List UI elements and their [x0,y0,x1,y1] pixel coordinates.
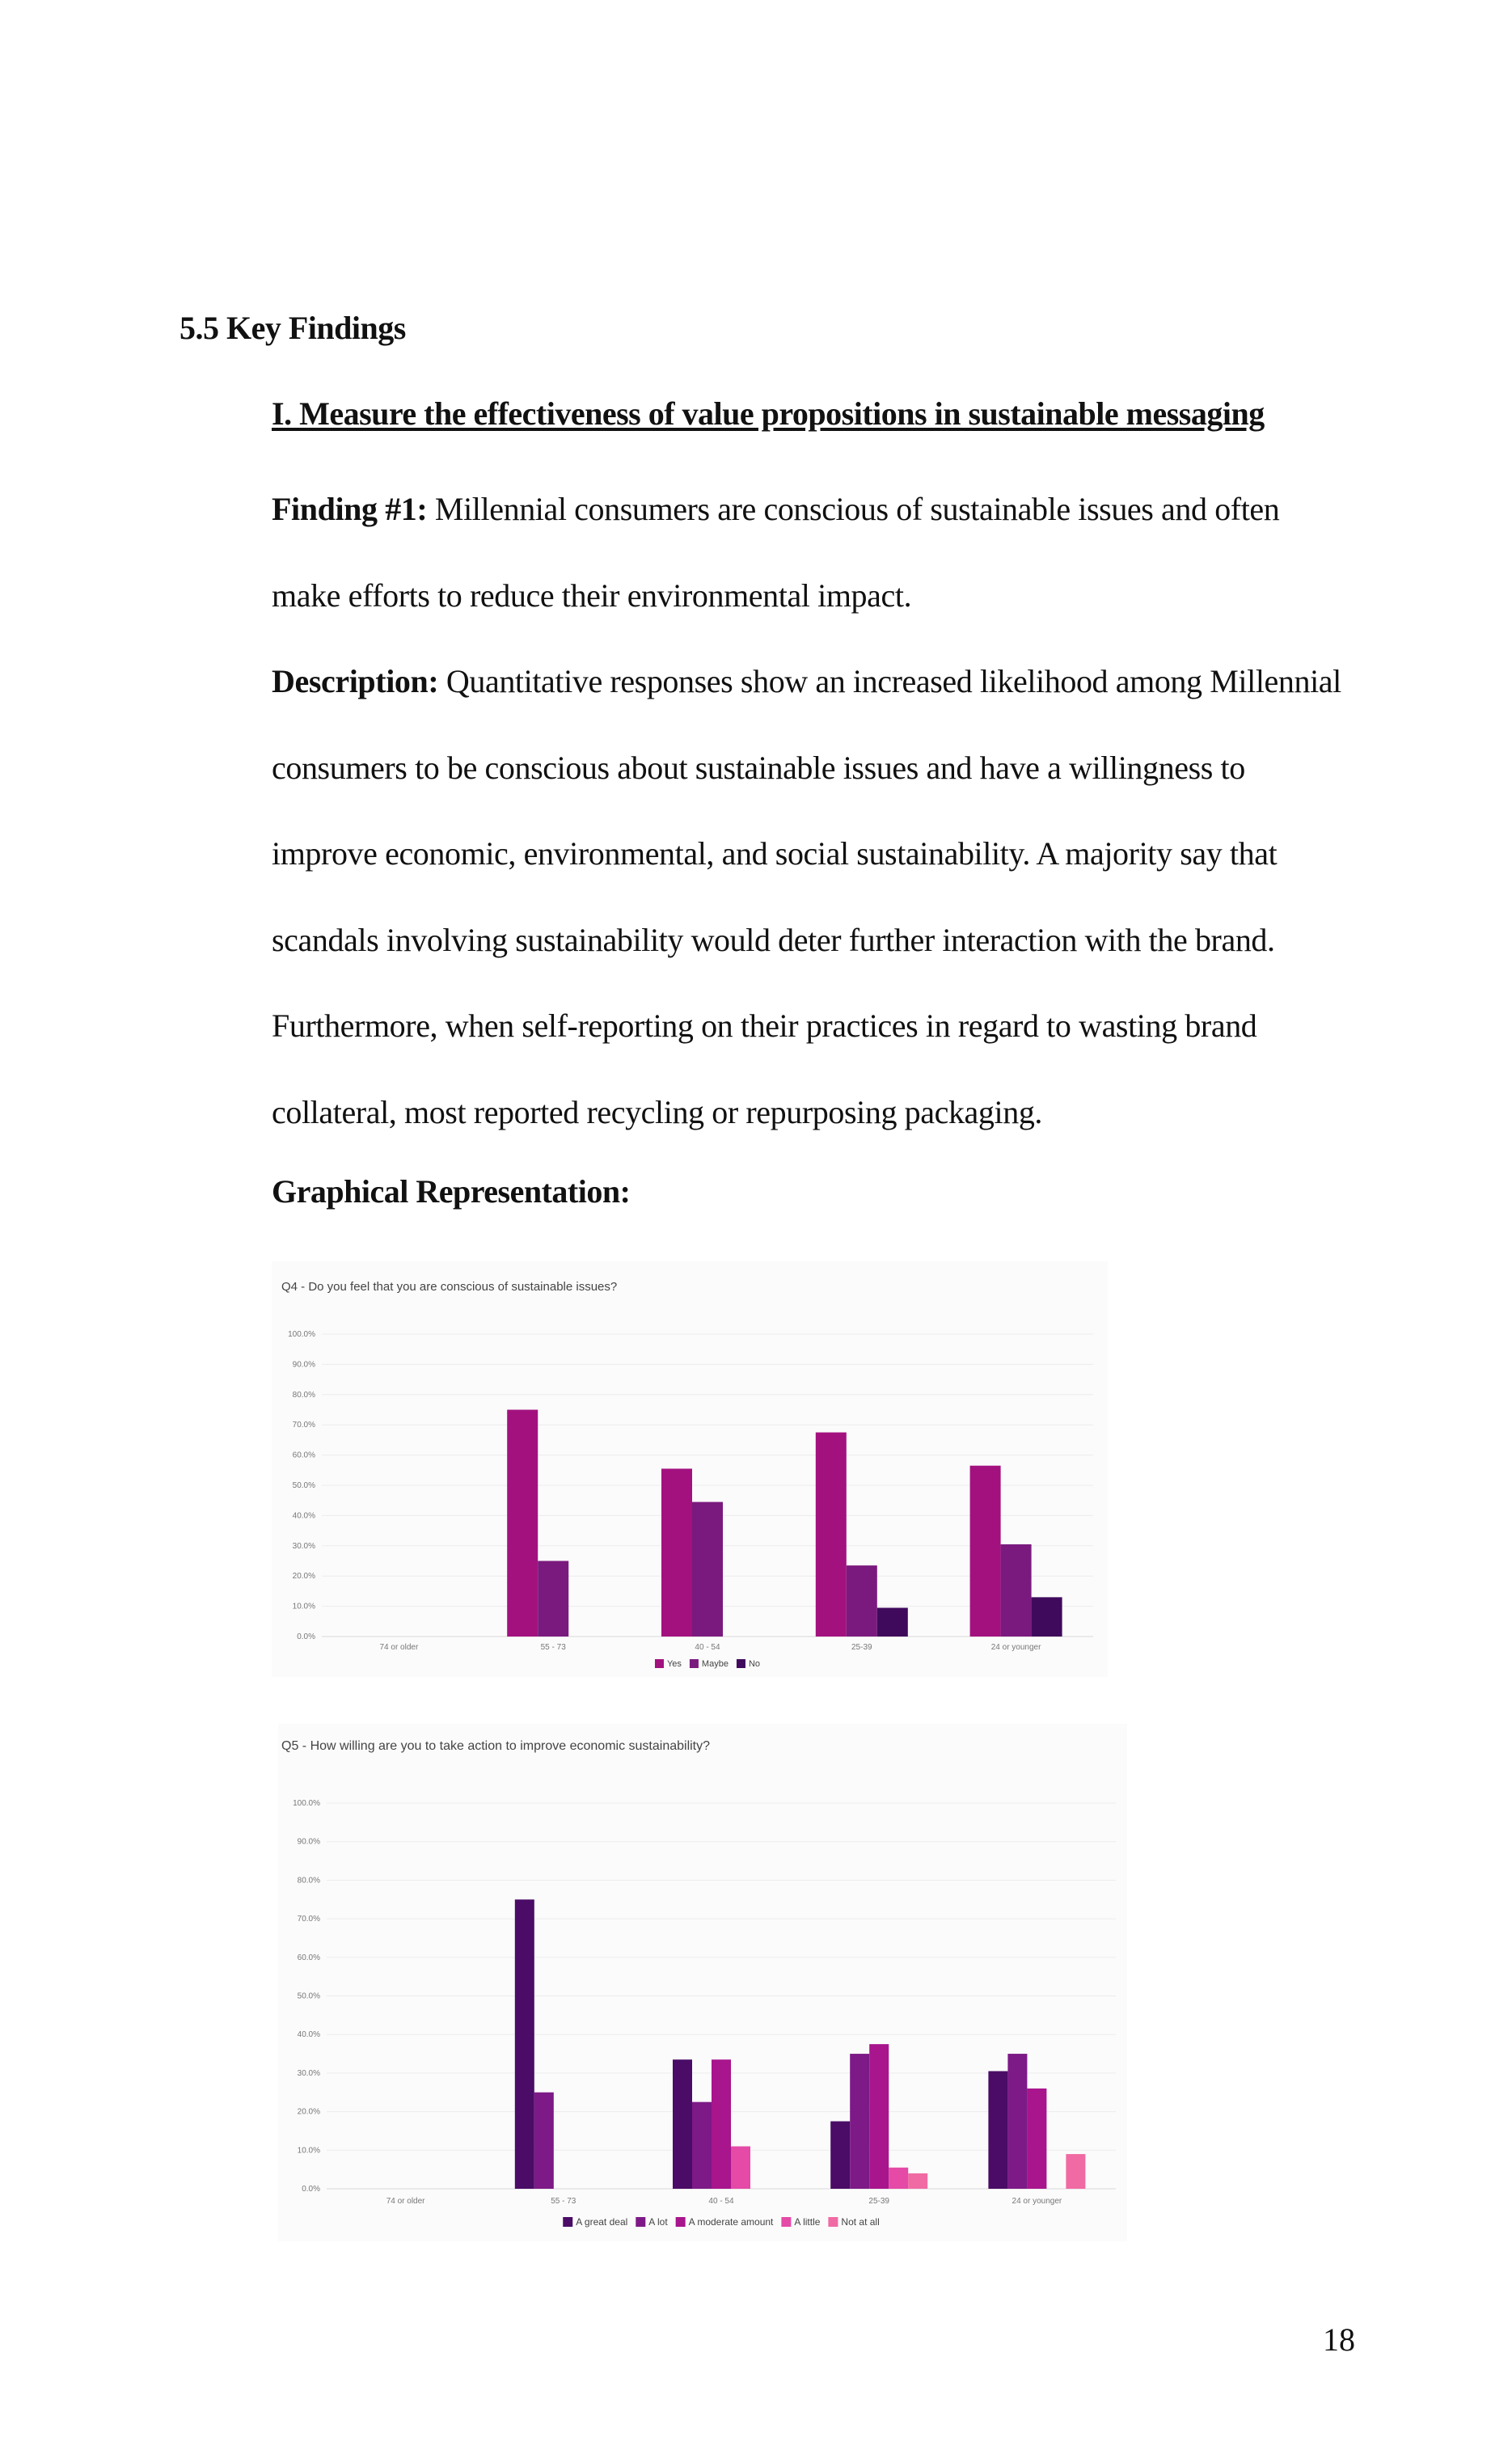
description-text: Quantitative responses show an increased likelihood among Millennial consumers to be conscious about sustainable issues and have a willingness to improve economic, environmental, and social sustainability. A majority say that scandals involving sustainability would deter further interaction with the brand. Furthermore, when self-reporting on their practices in regard to wasting brand collateral, most reported recycling or repurposing packaging. [272,663,1341,1130]
bar-maybe [847,1565,877,1637]
bar-a-lot [534,2093,554,2189]
y-tick-label: 30.0% [292,1541,315,1551]
x-category-label: 24 or younger [1012,2197,1062,2206]
chart-title: Q4 - Do you feel that you are conscious of sustainable issues? [281,1280,618,1294]
legend-swatch [690,1659,699,1668]
legend-swatch [655,1659,664,1668]
x-category-label: 40 - 54 [708,2197,734,2206]
bar-a-little [889,2168,908,2189]
chart-svg [278,1724,1127,2241]
bar-not-at-all [1066,2154,1085,2189]
legend-label: Not at all [841,2216,880,2228]
bar-a-great-deal [673,2059,692,2189]
x-category-label: 40 - 54 [695,1643,720,1652]
y-tick-label: 40.0% [292,1511,315,1521]
x-category-label: 24 or younger [990,1643,1041,1652]
legend-label: A moderate amount [688,2216,774,2228]
x-category-label: 74 or older [379,1643,419,1652]
bar-a-little [731,2147,750,2189]
bar-yes [970,1466,1001,1637]
x-category-label: 25-39 [851,1643,872,1652]
section-heading: 5.5 Key Findings [179,310,406,346]
bar-maybe [538,1561,568,1637]
bar-maybe [1001,1544,1032,1637]
page-number: 18 [1323,2321,1355,2358]
legend-label: No [748,1659,761,1669]
bar-a-lot [1007,2054,1027,2189]
bar-no [1032,1597,1062,1637]
finding-paragraph [272,467,1355,639]
y-tick-label: 90.0% [297,1837,320,1847]
y-tick-label: 100.0% [293,1799,320,1808]
y-tick-label: 90.0% [292,1360,315,1370]
bar-a-lot [850,2054,869,2189]
legend-label: Maybe [701,1659,729,1669]
y-tick-label: 0.0% [297,1632,315,1641]
legend-swatch [636,2217,645,2227]
y-tick-label: 30.0% [297,2068,320,2078]
bar-a-moderate-amount [869,2044,889,2189]
bar-a-great-deal [988,2072,1007,2189]
legend-swatch [676,2217,686,2227]
bar-a-great-deal [515,1899,534,2189]
y-tick-label: 80.0% [292,1390,315,1400]
bar-a-moderate-amount [1027,2089,1046,2189]
chart-svg [272,1261,1108,1677]
objective-heading: I. Measure the effectiveness of value propositions in sustainable messaging [272,395,1265,432]
x-category-label: 74 or older [386,2197,425,2206]
y-tick-label: 0.0% [302,2185,320,2194]
legend-swatch [563,2217,572,2227]
x-category-label: 25-39 [868,2197,889,2206]
bar-yes [507,1410,538,1637]
y-tick-label: 80.0% [297,1876,320,1886]
legend-swatch [781,2217,791,2227]
y-tick-label: 50.0% [292,1481,315,1490]
y-tick-label: 70.0% [292,1421,315,1430]
chart-q5-economic [278,1724,1127,2241]
legend-swatch [737,1659,745,1668]
y-tick-label: 60.0% [297,1953,320,1962]
y-tick-label: 20.0% [297,2107,320,2117]
finding-text: Millennial consumers are conscious of sustainable issues and often make efforts to reduce their environmental impact. [272,491,1280,614]
chart-q4-conscious [272,1261,1108,1677]
finding-label: Finding #1: [272,491,428,527]
bar-a-moderate-amount [712,2059,731,2189]
legend-label: A lot [648,2216,668,2228]
bar-yes [661,1468,692,1637]
x-category-label: 55 - 73 [551,2197,577,2206]
bar-yes [816,1433,847,1637]
y-tick-label: 10.0% [292,1602,315,1611]
description-paragraph [272,639,1355,1155]
legend-swatch [828,2217,838,2227]
chart-title: Q5 - How willing are you to take action to improve economic sustainability? [281,1739,711,1753]
y-tick-label: 50.0% [297,1991,320,2001]
y-tick-label: 100.0% [288,1330,315,1339]
bar-a-great-deal [830,2122,850,2189]
legend-label: Yes [666,1659,682,1669]
bar-a-lot [692,2102,712,2189]
y-tick-label: 40.0% [297,2030,320,2040]
bar-not-at-all [908,2173,927,2189]
y-tick-label: 70.0% [297,1915,320,1924]
legend-label: A little [794,2216,821,2228]
graphical-representation-label: Graphical Representation: [272,1173,631,1210]
y-tick-label: 10.0% [297,2146,320,2156]
y-tick-label: 20.0% [292,1572,315,1582]
bar-maybe [692,1502,723,1637]
bar-no [877,1607,908,1637]
x-category-label: 55 - 73 [540,1643,566,1652]
legend-label: A great deal [576,2216,628,2228]
description-label: Description: [272,663,439,699]
y-tick-label: 60.0% [292,1451,315,1460]
